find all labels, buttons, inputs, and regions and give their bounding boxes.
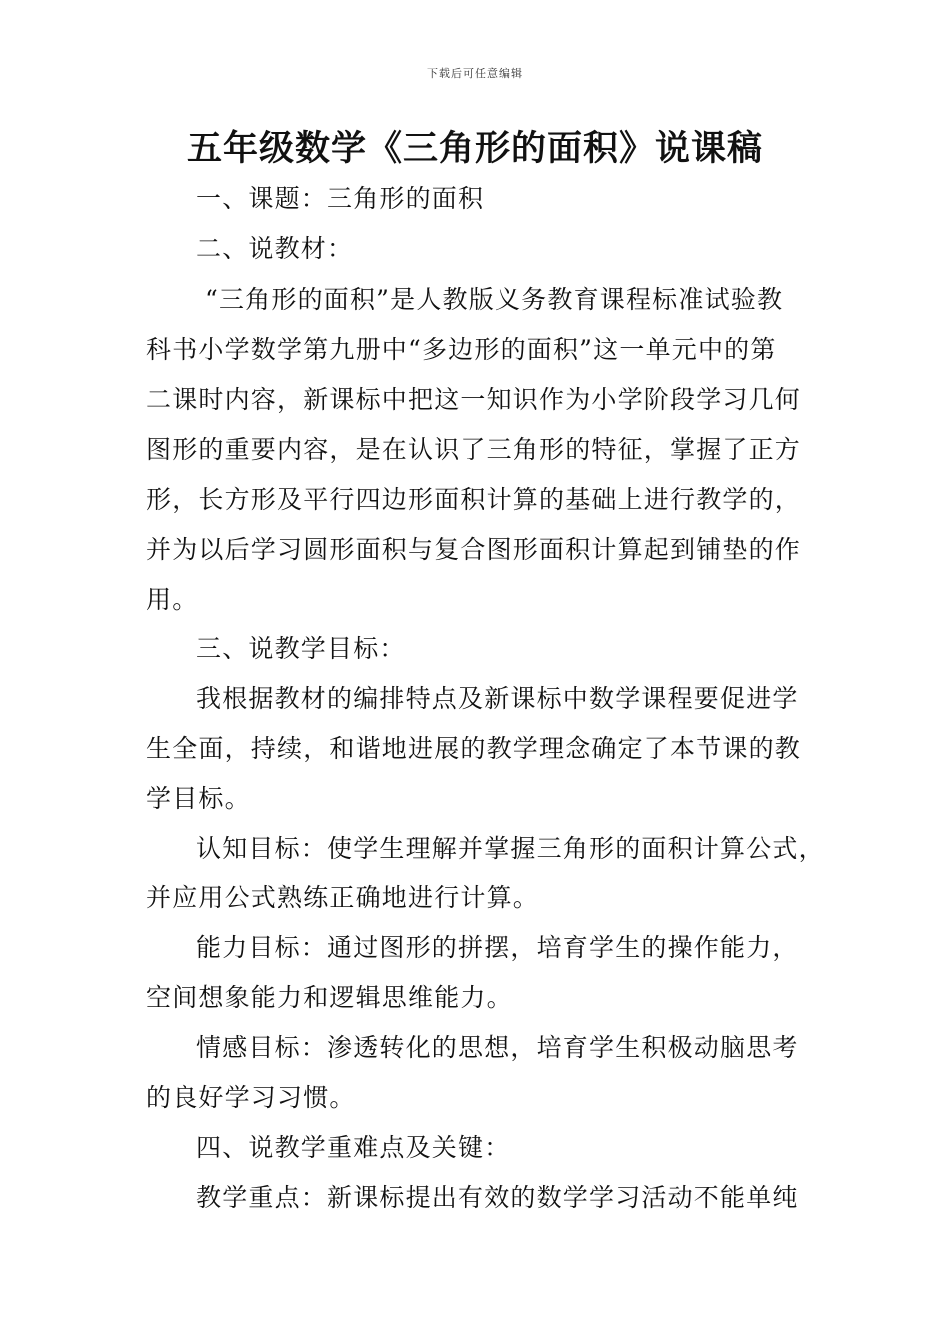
paragraph-line: 情感目标：渗透转化的思想，培育学生积极动脑思考 xyxy=(196,1033,799,1062)
paragraph-line: “三角形的面积”是人教版义务教育课程标准试验教 xyxy=(205,285,784,314)
section-heading-goals: 三、说教学目标： xyxy=(196,634,406,663)
header-note: 下载后可任意编辑 xyxy=(427,67,523,80)
section-heading-topic: 一、课题：三角形的面积 xyxy=(196,184,485,213)
paragraph-line: 生全面，持续，和谐地进展的教学理念确定了本节课的教 xyxy=(146,734,802,763)
paragraph-line: 并应用公式熟练正确地进行计算。 xyxy=(146,883,540,912)
paragraph-line: 并为以后学习圆形面积与复合图形面积计算起到铺垫的作 xyxy=(146,535,802,564)
paragraph-line: 学目标。 xyxy=(146,784,251,813)
paragraph-line: 认知目标：使学生理解并掌握三角形的面积计算公式， xyxy=(196,834,825,863)
section-heading-key-points: 四、说教学重难点及关键： xyxy=(196,1133,511,1162)
paragraph-line: 空间想象能力和逻辑思维能力。 xyxy=(146,983,513,1012)
paragraph-line: 能力目标：通过图形的拼摆，培育学生的操作能力， xyxy=(196,933,799,962)
paragraph-line: 用。 xyxy=(146,585,199,614)
paragraph-line: 教学重点：新课标提出有效的数学学习活动不能单纯 xyxy=(196,1183,799,1212)
paragraph-line: 图形的重要内容，是在认识了三角形的特征，掌握了正方 xyxy=(146,435,802,464)
section-heading-textbook: 二、说教材： xyxy=(196,234,354,263)
document-title: 五年级数学《三角形的面积》说课稿 xyxy=(186,128,763,169)
paragraph-line: 二课时内容，新课标中把这一知识作为小学阶段学习几何 xyxy=(146,385,802,414)
paragraph-line: 形，长方形及平行四边形面积计算的基础上进行教学的， xyxy=(146,485,802,514)
paragraph-line: 的良好学习习惯。 xyxy=(146,1083,356,1112)
paragraph-line: 我根据教材的编排特点及新课标中数学课程要促进学 xyxy=(196,684,799,713)
paragraph-line: 科书小学数学第九册中“多边形的面积”这一单元中的第 xyxy=(146,335,777,364)
